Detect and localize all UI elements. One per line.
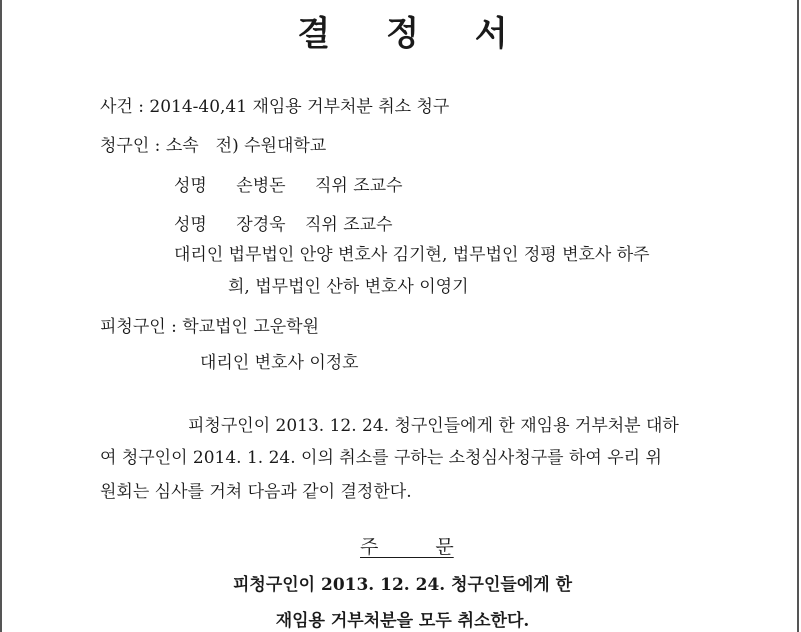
title-char: 결 — [297, 14, 331, 54]
position-label: 직위 — [314, 176, 348, 196]
position-label: 직위 — [304, 215, 338, 235]
petitioner-affiliation: 소속 전) 수원대학교 — [165, 136, 327, 156]
petitioner-person-2 — [174, 210, 393, 235]
body-line-2: 여 청구인이 2014. 1. 24. 이의 취소를 구하는 소청심사청구를 하여 우리 위 — [100, 448, 662, 468]
person-name: 손병돈 — [236, 176, 286, 196]
body-line-1: 피청구인이 2013. 12. 24. 청구인들에게 한 재임용 거부처분 대하 — [188, 416, 679, 436]
title-char: 정 — [386, 14, 419, 54]
person-position: 조교수 — [343, 215, 393, 235]
petitioner-agents-line-2: 희, 법무법인 산하 변호사 이영기 — [228, 277, 469, 297]
name-label: 성명 — [174, 215, 207, 235]
document-title — [2, 6, 801, 55]
respondent-line — [100, 312, 319, 337]
petitioner-line — [100, 131, 326, 156]
order-line-1: 피청구인이 2013. 12. 24. 청구인들에게 한 — [232, 575, 573, 595]
person-name: 장경욱 — [236, 215, 286, 235]
respondent-name: 학교법인 고운학원 — [182, 317, 320, 337]
name-label: 성명 — [174, 176, 207, 196]
respondent-agent: 대리인 변호사 이정호 — [200, 353, 359, 373]
person-position: 조교수 — [353, 176, 403, 196]
respondent-label: 피청구인 : — [100, 317, 177, 337]
petitioner-agents-line-1: 대리인 법무법인 안양 변호사 김기현, 법무법인 정평 변호사 하주 — [174, 245, 650, 265]
order-heading: 주 문 — [360, 536, 454, 558]
petitioner-label: 청구인 : — [100, 136, 161, 156]
body-line-3: 원회는 심사를 거쳐 다음과 같이 결정한다. — [100, 482, 412, 502]
title-char: 서 — [474, 14, 508, 54]
petitioner-person-1 — [174, 171, 403, 196]
order-line-2: 재임용 거부처분을 모두 취소한다. — [275, 611, 530, 631]
case-line: 사건 : 2014-40,41 재임용 거부처분 취소 청구 — [100, 97, 450, 117]
